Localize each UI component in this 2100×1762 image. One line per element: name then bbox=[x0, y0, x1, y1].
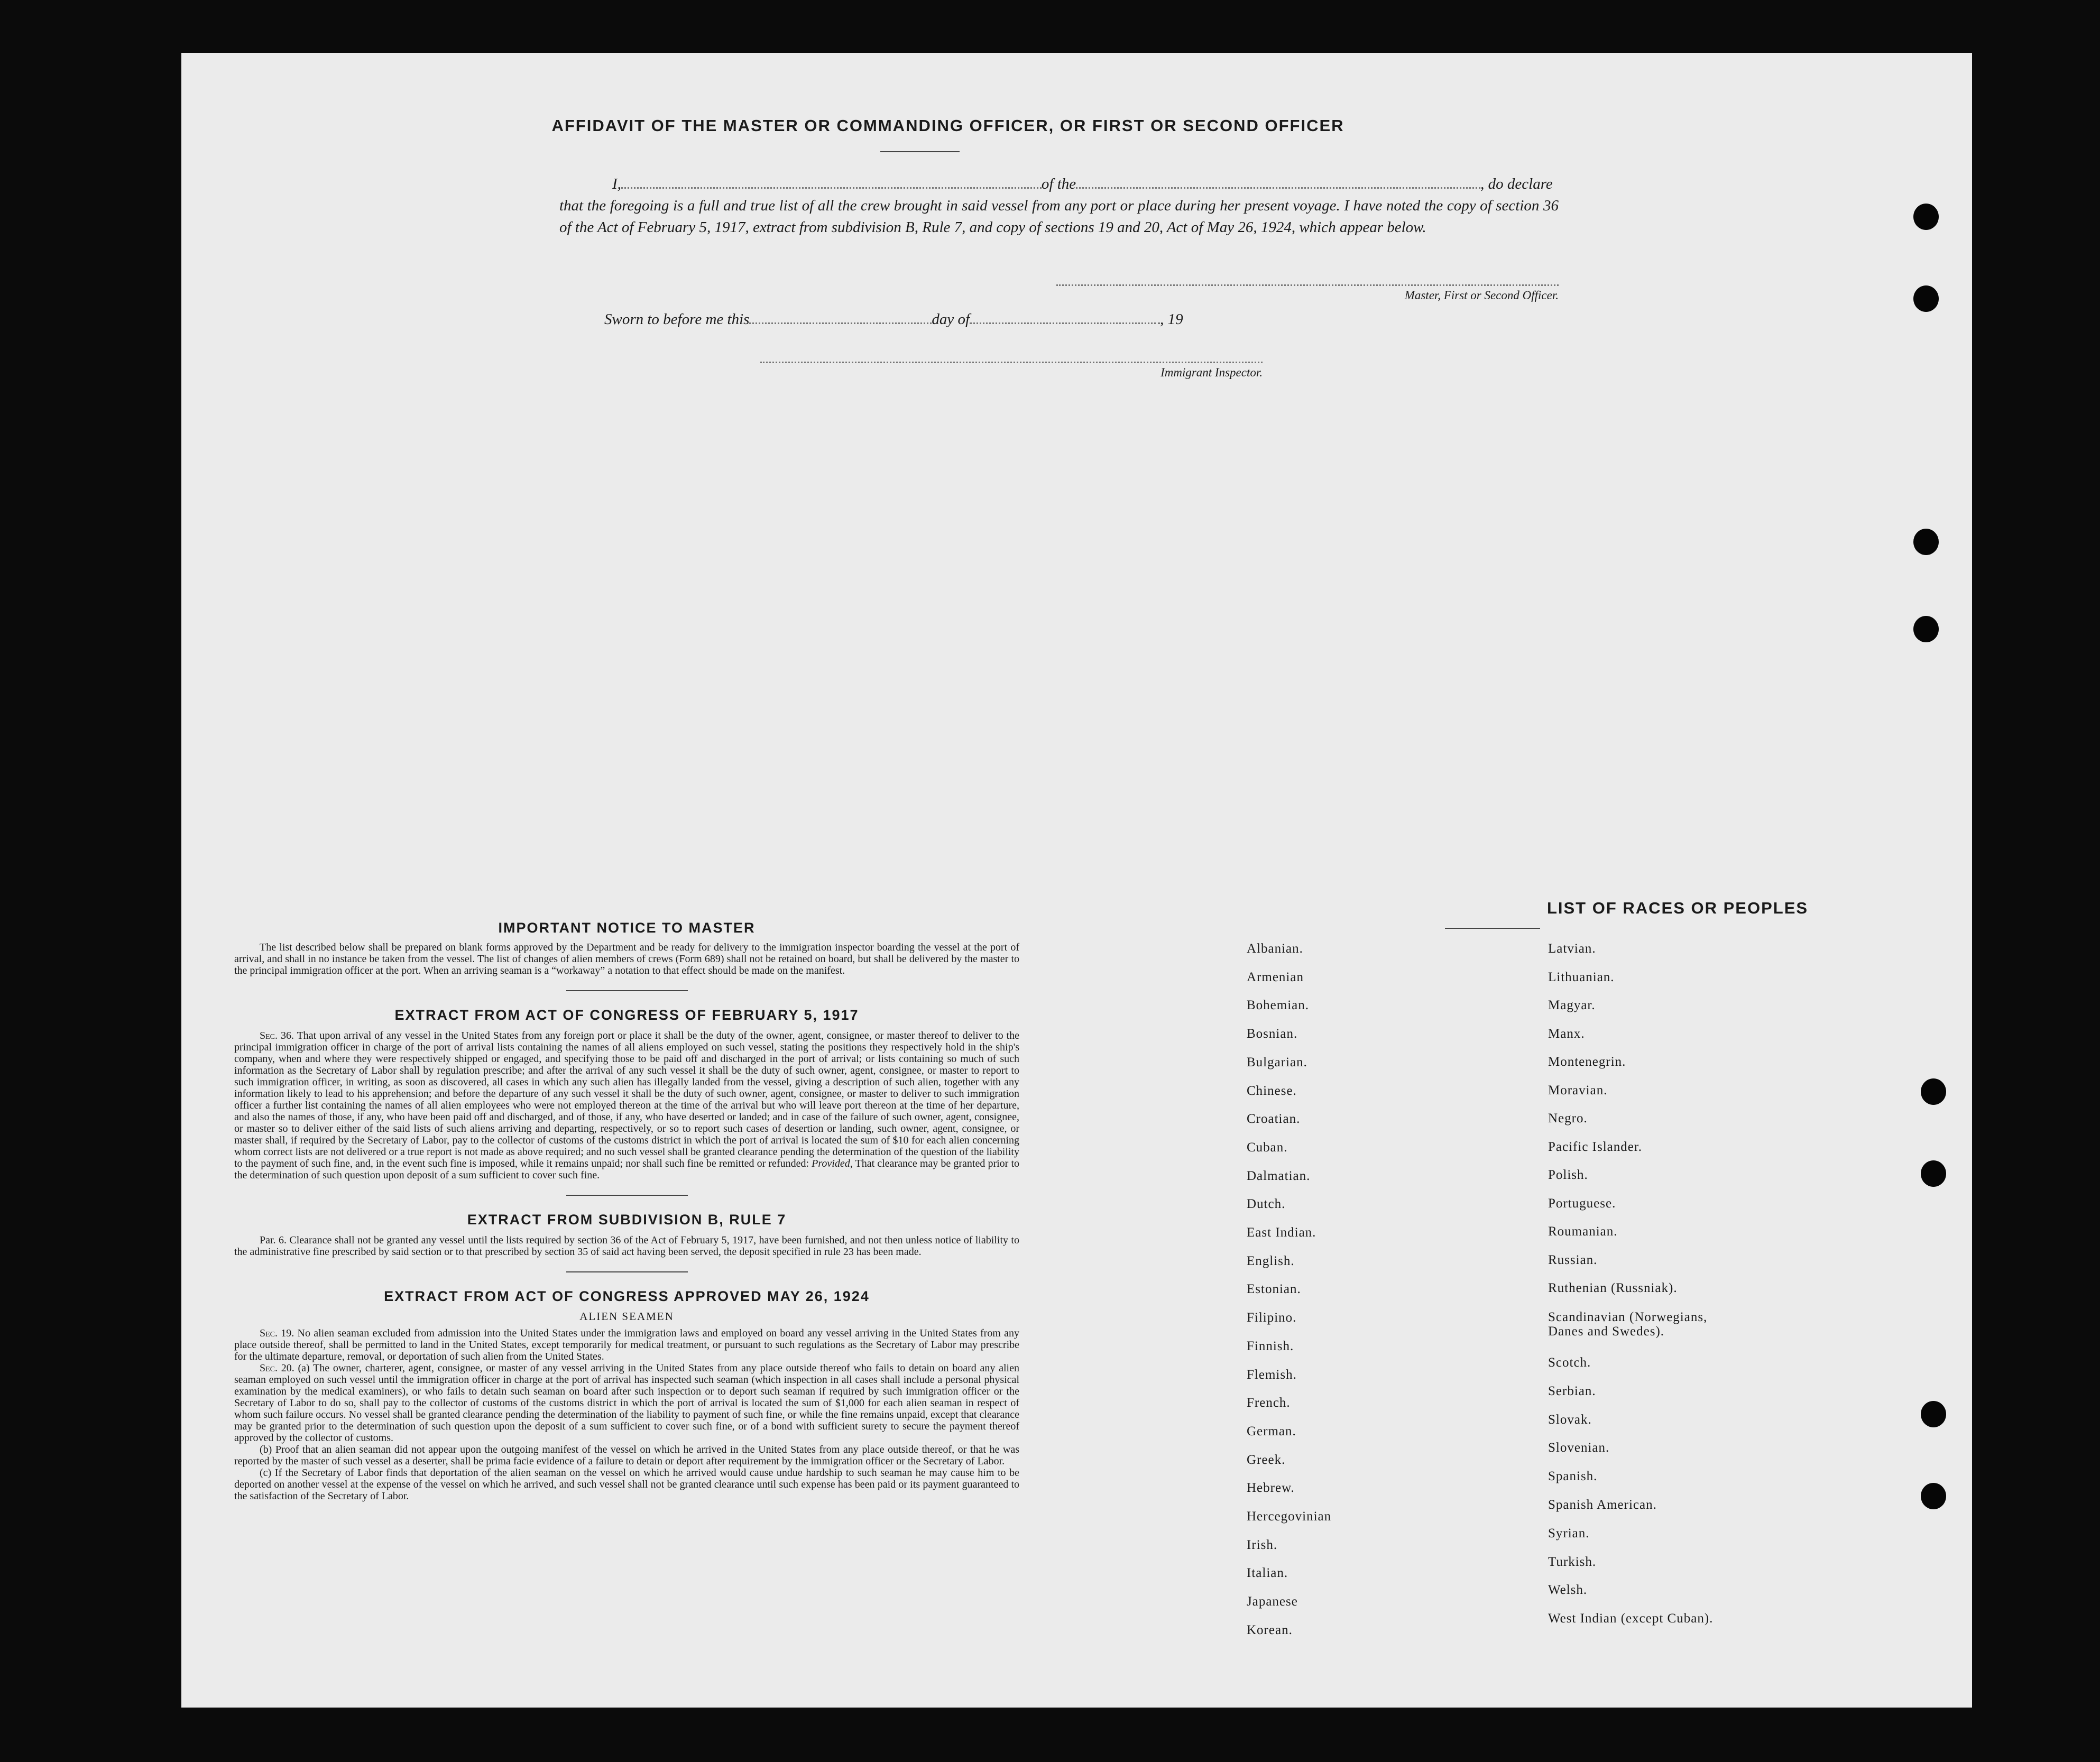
divider bbox=[1445, 928, 1540, 929]
race-item: Estonian. bbox=[1247, 1282, 1301, 1297]
notice-title: IMPORTANT NOTICE TO MASTER bbox=[498, 920, 756, 936]
race-item: Lithuanian. bbox=[1548, 970, 1615, 984]
inspector-signature-line[interactable] bbox=[760, 362, 1263, 363]
affidavit-i-label: I, bbox=[612, 176, 621, 192]
race-item: Scandinavian (Norwegians, Danes and Swedes). bbox=[1548, 1310, 1708, 1339]
race-item: Japanese bbox=[1247, 1594, 1298, 1609]
race-item: Negro. bbox=[1548, 1111, 1588, 1126]
race-item: Polish. bbox=[1548, 1168, 1588, 1182]
race-item: Bulgarian. bbox=[1247, 1055, 1307, 1069]
notice-column bbox=[234, 920, 1019, 1502]
race-item: Italian. bbox=[1247, 1566, 1288, 1581]
race-item: Hebrew. bbox=[1247, 1481, 1295, 1496]
race-item: Syrian. bbox=[1548, 1526, 1590, 1540]
race-item: Bosnian. bbox=[1247, 1027, 1298, 1041]
affidavit-title: AFFIDAVIT OF THE MASTER OR COMMANDING OFFICER, OR FIRST OR SECOND OFFICER bbox=[551, 116, 1344, 135]
sec-20-label: Sec. 20. bbox=[260, 1362, 294, 1374]
sworn-day-fill-line[interactable] bbox=[749, 312, 932, 324]
race-item: West Indian (except Cuban). bbox=[1548, 1611, 1714, 1626]
race-item: Moravian. bbox=[1548, 1083, 1608, 1097]
race-item: German. bbox=[1247, 1424, 1296, 1438]
race-item: Latvian. bbox=[1548, 942, 1596, 956]
extract-rule7-text: Par. 6. Clearance shall not be granted any vessel until the lists required by section 36 of the Act of February 5, 1917, have been furnished, and not then unless notice of liability to the administrative fine prescribed by said section or to that prescribed by section 35 of said act having been served, the deposit specified in rule 23 has been made. bbox=[234, 1234, 1019, 1258]
sec-19-body: No alien seaman excluded from admission into the United States under the immigration laws and employed on board any vessel arriving in the United States from any place outside thereof, shall be permitted to land in the United States, except temporarily for medical treatment, or pursuant to such regulations as the Secretary of Labor may prescribe for the ultimate departure, removal, or deportation of such alien from the United States. bbox=[234, 1327, 1019, 1362]
race-item: Chinese. bbox=[1247, 1083, 1297, 1098]
race-item: Finnish. bbox=[1247, 1339, 1294, 1353]
sworn-label: Sworn to before me this bbox=[604, 311, 750, 328]
sec-36-body: That upon arrival of any vessel in the United States from any foreign port or place it shall be the duty of the owner, agent, consignee, or master thereof to deliver to the principal immigration officer in charge of the port of arrival lists containing the names of all aliens employed on such vessel, stating the positions they respectively hold in the ship's company, when and where they were respectively shipped or engaged, and specifying those to be paid off and discharged in the port of arrival; or lists containing so much of such information as the Secretary of Labor shall by regulation prescribe; and after the arrival of any such vessel it shall be the duty of such owner, agent, consignee, or master to report to such immigration officer, in writing, as soon as discovered, all cases in which any such alien has illegally landed from the vessel, giving a description of such alien, together with any information likely to lead to his apprehension; and before the departure of any such vessel it shall be the duty of such owner, agent, consignee, or master to deliver to such immigration officer a further list containing the names of all alien employees who were not employed thereon at the time of the arrival but who will leave port thereon at the time of her departure, and also the names of those, if any, who have been paid off and discharged, and of those, if any, who have deserted or landed; and in case of the failure of such owner, agent, consignee, or master so to deliver either of the said lists of such aliens arriving and departing, respectively, or so to report such cases of desertion or landing, such owner, agent, consignee, or master shall, if required by the Secretary of Labor, pay to the collector of customs of the customs district in which the port of arrival is located the sum of $10 for each alien concerning whom correct lists are not delivered or a true report is not made as above required; and no such vessel shall be granted clearance pending the determination of the question of the liability to the payment of such fine, and, in the event such fine is imposed, while it remains unpaid; nor shall such fine be remitted or refunded: bbox=[234, 1030, 1019, 1169]
race-item: Portuguese. bbox=[1548, 1196, 1616, 1211]
divider bbox=[566, 1271, 688, 1272]
punch-hole bbox=[1921, 1078, 1946, 1105]
race-item: East Indian. bbox=[1247, 1225, 1316, 1240]
extract-rule7-title: EXTRACT FROM SUBDIVISION B, RULE 7 bbox=[467, 1212, 787, 1228]
sec-36-label: Sec. 36. bbox=[260, 1030, 294, 1041]
race-item: Dalmatian. bbox=[1247, 1168, 1311, 1183]
extract-1924-subtitle: ALIEN SEAMEN bbox=[579, 1310, 674, 1323]
race-item: French. bbox=[1247, 1396, 1291, 1410]
divider bbox=[566, 990, 688, 991]
race-item: Roumanian. bbox=[1548, 1224, 1618, 1239]
proviso-text: That clearance may be granted prior to the determination of such question upon deposit of a sum sufficient to cover such fine. bbox=[234, 1158, 1020, 1181]
master-signature-caption: Master, First or Second Officer. bbox=[1404, 289, 1559, 302]
race-item: Irish. bbox=[1247, 1537, 1278, 1552]
race-item: Slovenian. bbox=[1548, 1441, 1610, 1455]
race-item: Magyar. bbox=[1548, 998, 1596, 1012]
extract-1917-title: EXTRACT FROM ACT OF CONGRESS OF FEBRUARY 5, 1917 bbox=[394, 1007, 859, 1023]
divider bbox=[566, 1195, 688, 1196]
proviso-label: Provided, bbox=[812, 1158, 853, 1169]
sworn-line bbox=[604, 311, 1183, 328]
sec-20a-text bbox=[234, 1362, 1019, 1444]
sec-20b-text: (b) Proof that an alien seaman did not appear upon the outgoing manifest of the vessel on which he arrived in the United States from any place outside thereof, or that he was reported by the master of such vessel as a deserter, shall be prima facie evidence of a failure to detain or deport after requirement by the immigration officer or the Secretary of Labor. bbox=[234, 1444, 1019, 1467]
race-item: Bohemian. bbox=[1247, 998, 1310, 1013]
race-item: Spanish American. bbox=[1548, 1498, 1657, 1512]
race-item: Croatian. bbox=[1247, 1112, 1301, 1127]
races-title: LIST OF RACES OR PEOPLES bbox=[1546, 899, 1809, 917]
race-item: Scotch. bbox=[1548, 1355, 1591, 1370]
punch-hole bbox=[1921, 1160, 1946, 1187]
race-item: Slovak. bbox=[1548, 1412, 1592, 1427]
race-item: Dutch. bbox=[1247, 1197, 1286, 1212]
race-item: Filipino. bbox=[1247, 1311, 1297, 1325]
race-item: Cuban. bbox=[1247, 1140, 1288, 1155]
race-item: Hercegovinian bbox=[1247, 1509, 1332, 1524]
race-item: Greek. bbox=[1247, 1452, 1286, 1467]
punch-hole bbox=[1913, 616, 1939, 642]
sec-19-text bbox=[234, 1327, 1019, 1362]
race-item: Armenian bbox=[1247, 970, 1304, 984]
name-fill-line[interactable] bbox=[621, 177, 1042, 189]
sec-19-label: Sec. 19. bbox=[260, 1327, 294, 1339]
race-item: Ruthenian (Russniak). bbox=[1548, 1281, 1678, 1295]
race-item: Flemish. bbox=[1247, 1367, 1297, 1382]
race-item: Serbian. bbox=[1548, 1383, 1596, 1398]
extract-1917-text bbox=[234, 1030, 1019, 1181]
affidavit-declaration-text: that the foregoing is a full and true list of all the crew brought in said vessel from any port or place during her present voyage. I have noted the copy of section 36 of the Act of February 5, 1917, extract from subdivision B, Rule 7, and copy of sections 19 and 20, Act of May 26, 1924, which appear below. bbox=[559, 197, 1559, 236]
race-item: English. bbox=[1247, 1253, 1295, 1268]
race-item: Korean. bbox=[1247, 1622, 1293, 1637]
punch-hole bbox=[1921, 1483, 1946, 1509]
race-item: Albanian. bbox=[1247, 942, 1303, 956]
punch-hole bbox=[1913, 204, 1939, 230]
inspector-signature-caption: Immigrant Inspector. bbox=[1160, 366, 1263, 379]
year-label: , 19 bbox=[1160, 311, 1183, 328]
sec-20a-body: (a) The owner, charterer, agent, consignee, or master of any vessel arriving in the United States from any place outside thereof who fails to detain on board any alien seaman employed on such vessel until the immigration officer in charge at the port of arrival has inspected such seaman (which inspection in all cases shall include a personal physical examination by the medical examiners), or who fails to detain such seaman on board after such inspection or to deport such seaman if required by such immigration officer or the Secretary of Labor to do so, shall pay to the collector of customs of the customs district in which the port of arrival is located the sum of $1,000 for each alien seaman in respect of whom such failure occurs. No vessel shall be granted clearance pending the determination of the liability to payment of such fine, or while the fine remains unpaid, except that clearance may be granted prior to the determination of such question upon the deposit of a sum sufficient to cover such fine, or of a bond with sufficient surety to secure the payment thereof approved by the collector of customs. bbox=[234, 1362, 1019, 1444]
race-item: Montenegrin. bbox=[1548, 1055, 1626, 1069]
punch-hole bbox=[1913, 285, 1939, 312]
divider bbox=[880, 151, 960, 152]
sworn-month-fill-line[interactable] bbox=[970, 312, 1160, 324]
form-sheet bbox=[181, 53, 1972, 1708]
punch-hole bbox=[1921, 1401, 1946, 1427]
notice-text: The list described below shall be prepared on blank forms approved by the Department and be ready for delivery to the immigration inspector boarding the vessel at the port of arrival, and shall in no instance be taken from the vessel. The list of changes of alien members of crews (Form 689) shall not be retained on board, but shall be delivered by the master to the principal immigration officer at the port. When an arriving seaman is a “workaway” a notation to that effect should be made on the manifest. bbox=[234, 942, 1019, 976]
race-item: Spanish. bbox=[1548, 1469, 1598, 1484]
punch-hole bbox=[1913, 529, 1939, 555]
sec-20c-text: (c) If the Secretary of Labor finds that deportation of the alien seaman on the vessel on which he arrived would cause undue hardship to such seaman he may cause him to be deported on another vessel at the expense of the vessel on which he arrived, and such vessel shall not be granted clearance until such expense has been paid or its payment guaranteed to the satisfaction of the Secretary of Labor. bbox=[234, 1467, 1019, 1502]
affidavit-declare-label: , do declare bbox=[1480, 176, 1553, 192]
race-item: Manx. bbox=[1548, 1026, 1585, 1041]
race-item: Russian. bbox=[1548, 1252, 1598, 1267]
race-item: Pacific Islander. bbox=[1548, 1139, 1643, 1154]
race-item: Turkish. bbox=[1548, 1554, 1597, 1569]
extract-1924-title: EXTRACT FROM ACT OF CONGRESS APPROVED MAY 26, 1924 bbox=[384, 1288, 870, 1304]
vessel-fill-line[interactable] bbox=[1076, 177, 1480, 189]
master-signature-line[interactable] bbox=[1056, 284, 1559, 286]
affidavit-body bbox=[559, 173, 1559, 238]
day-of-label: day of bbox=[932, 311, 970, 328]
race-item: Welsh. bbox=[1548, 1583, 1588, 1598]
affidavit-of-the-label: of the bbox=[1041, 176, 1076, 192]
